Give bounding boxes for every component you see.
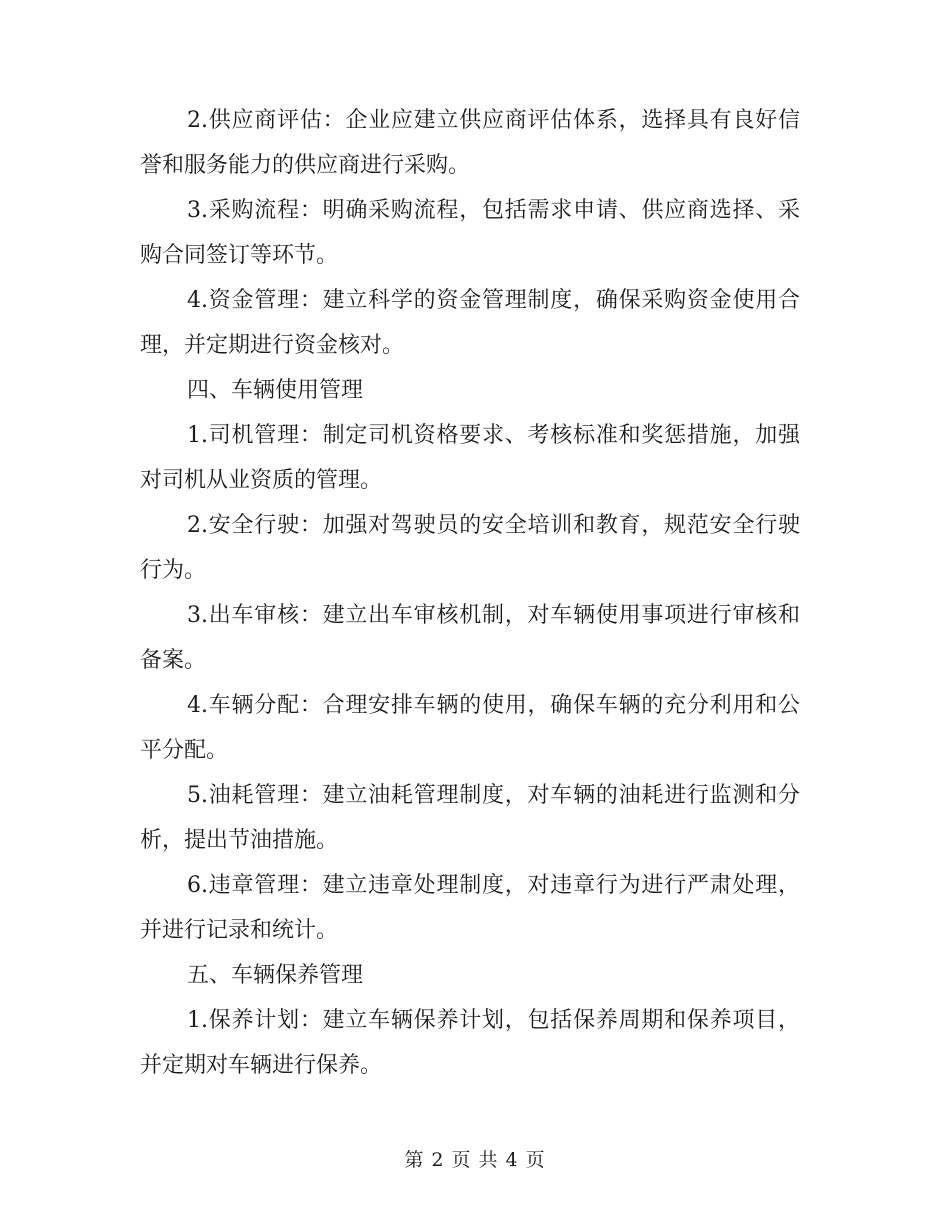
paragraph-procurement-process: 3.采购流程：明确采购流程，包括需求申请、供应商选择、采购合同签订等环节。 (140, 198, 800, 268)
paragraph-violation-management: 6.违章管理：建立违章处理制度，对违章行为进行严肃处理，并进行记录和统计。 (140, 873, 800, 943)
paragraph-dispatch-review: 3.出车审核：建立出车审核机制，对车辆使用事项进行审核和备案。 (140, 603, 800, 673)
document-body (140, 98, 800, 1088)
paragraph-fuel-management: 5.油耗管理：建立油耗管理制度，对车辆的油耗进行监测和分析，提出节油措施。 (140, 783, 800, 853)
paragraph-fund-management: 4.资金管理：建立科学的资金管理制度，确保采购资金使用合理，并定期进行资金核对。 (140, 288, 800, 358)
paragraph-vehicle-allocation: 4.车辆分配：合理安排车辆的使用，确保车辆的充分利用和公平分配。 (140, 693, 800, 763)
paragraph-safe-driving: 2.安全行驶：加强对驾驶员的安全培训和教育，规范安全行驶行为。 (140, 513, 800, 583)
section-heading-vehicle-maintenance: 五、车辆保养管理 (187, 963, 364, 988)
section-heading-vehicle-usage: 四、车辆使用管理 (187, 378, 364, 403)
paragraph-supplier-evaluation: 2.供应商评估：企业应建立供应商评估体系，选择具有良好信誉和服务能力的供应商进行采购。 (140, 108, 800, 178)
paragraph-maintenance-plan: 1.保养计划：建立车辆保养计划，包括保养周期和保养项目，并定期对车辆进行保养。 (140, 1008, 800, 1078)
paragraph-driver-management: 1.司机管理：制定司机资格要求、考核标准和奖惩措施，加强对司机从业资质的管理。 (140, 423, 800, 493)
page-number-footer: 第 2 页 共 4 页 (404, 1149, 546, 1171)
